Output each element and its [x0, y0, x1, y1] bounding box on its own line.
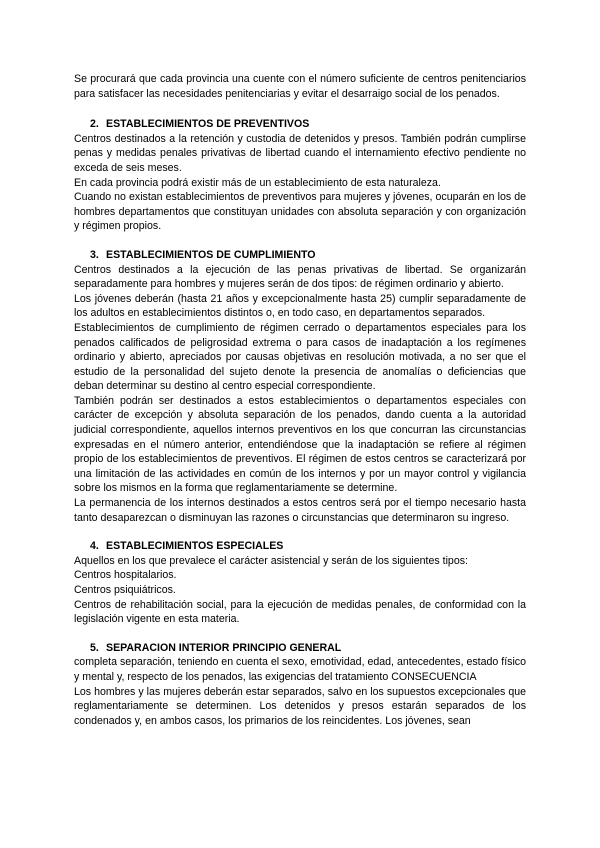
paragraph: Centros destinados a la retención y custodia de detenidos y presos. También podrán cumplirse penas y medidas penales privativas de libertad cuando el internamiento efectivo pendiente no exceda de seis meses. — [74, 132, 526, 174]
section-heading — [74, 117, 526, 132]
section-title: ESTABLECIMIENTOS ESPECIALES — [106, 540, 284, 553]
paragraph: Centros psiquiátricos. — [74, 584, 176, 596]
paragraph: Cuando no existan establecimientos de preventivos para mujeres y jóvenes, ocuparán en los de hombres departamentos que constituyan unidades con absoluta separación y con organización y régimen propios. — [74, 191, 526, 233]
section-especiales — [74, 539, 526, 627]
section-number: 2. — [90, 118, 99, 131]
paragraph: Centros hospitalarios. — [74, 569, 177, 582]
paragraph: Aquellos en los que prevalece el carácter asistencial y serán de los siguientes tipos: — [74, 554, 468, 567]
paragraph: Establecimientos de cumplimiento de régimen cerrado o departamentos especiales para los penados calificados de peligrosidad extrema o para casos de inadaptación a los regímenes ordinario y abierto, apreciados por causas objetivas en resolución motivada, a no ser que el estudio de la personalidad del sujeto denote la presencia de anomalías o deficiencias que deban determinar su destino al centro especial correspondiente. — [74, 321, 526, 393]
paragraph: La permanencia de los internos destinados a estos centros será por el tiempo necesario hasta tanto desaparezcan o disminuyan las razones o circunstancias que determinaron su ingreso. — [74, 497, 526, 524]
paragraph: En cada provincia podrá existir más de un establecimiento de esta naturaleza. — [74, 176, 441, 189]
paragraph: Los jóvenes deberán (hasta 21 años y excepcionalmente hasta 25) cumplir separadamente de los adultos en establecimientos distintos o, en todo caso, en departamentos separados. — [74, 292, 526, 320]
section-number: 3. — [90, 248, 99, 261]
section-title: ESTABLECIMIENTOS DE PREVENTIVOS — [106, 118, 310, 131]
section-heading — [74, 248, 526, 263]
section-title: SEPARACION INTERIOR PRINCIPIO GENERAL — [106, 641, 342, 654]
intro-paragraph: Se procurará que cada provincia una cuente con el número suficiente de centros penitenciarios para satisfacer las necesidades penitenciarias y evitar el desarraigo social de los penados. — [74, 73, 526, 100]
paragraph: Los hombres y las mujeres deberán estar separados, salvo en los supuestos excepcionales que reglamentariamente se determinen. Los detenidos y presos estarán separados de los condenados y, en ambos casos, los primarios de los reincidentes. Los jóvenes, sean — [74, 685, 526, 727]
paragraph: También podrán ser destinados a estos establecimientos o departamentos especiales con carácter de excepción y absoluta separación de los penados, dando cuenta a la autoridad judicial correspondiente, aquellos internos preventivos en los que concurran las circunstancias expresadas en el número anterior, entendiéndose que la inadaptación se refiere al régimen propio de los establecimientos de preventivos. El régimen de estos centros se caracterizará por una limitación de las actividades en común de los internos y por un mayor control y vigilancia sobre los mismos en la forma que reglamentariamente se determine. — [74, 394, 526, 495]
paragraph: Centros de rehabilitación social, para la ejecución de medidas penales, de conformidad con la legislación vigente en esta materia. — [74, 598, 526, 626]
section-preventivos — [74, 117, 526, 234]
section-cumplimiento — [74, 248, 526, 525]
paragraph: Centros destinados a la ejecución de las penas privativas de libertad. Se organizarán separadamente para hombres y mujeres serán de dos tipos: de régimen ordinario y abierto. — [74, 263, 526, 291]
section-heading — [74, 539, 526, 554]
section-title: ESTABLECIMIENTOS DE CUMPLIMIENTO — [106, 248, 316, 261]
section-separacion — [74, 641, 526, 729]
section-number: 4. — [90, 540, 99, 553]
paragraph: completa separación, teniendo en cuenta el sexo, emotividad, edad, antecedentes, estado físico y mental y, respecto de los penados, las exigencias del tratamiento CONSECUENCIA — [74, 656, 526, 683]
section-number: 5. — [90, 641, 99, 654]
section-heading — [74, 641, 526, 656]
